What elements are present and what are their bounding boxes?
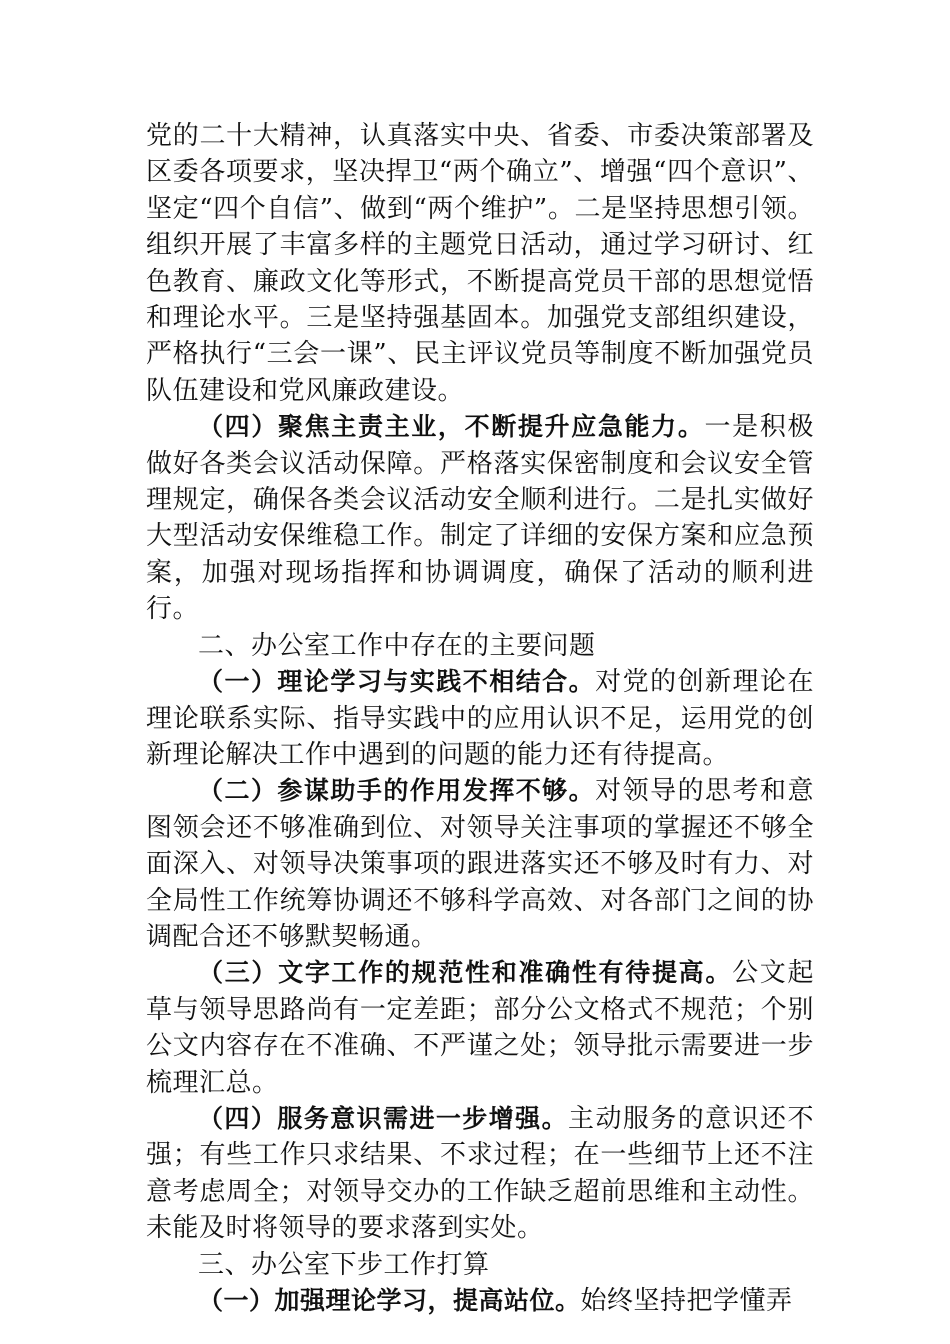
paragraph-4-heading: （二）参谋助手的作用发挥不够。: [198, 776, 596, 806]
paragraph-7: [146, 1283, 814, 1319]
paragraph-5-heading: （三）文字工作的规范性和准确性有待提高。: [198, 958, 733, 988]
paragraph-2-heading: （四）聚焦主责主业，不断提升应急能力。: [198, 412, 705, 442]
paragraph-3-heading: （一）理论学习与实践不相结合。: [198, 667, 596, 697]
paragraph-4-text: 对领导的思考和意图领会还不够准确到位、对领导关注事项的掌握还不够全面深入、对领导决策事项的跟进落实还不够及时有力、对全局性工作统筹协调还不够科学高效、对各部门之间的协调配合还不够默契畅通。: [146, 776, 814, 952]
paragraph-2: [146, 409, 814, 627]
paragraph-4: [146, 773, 814, 955]
paragraph-7-text: 始终坚持把学懂弄: [580, 1286, 793, 1316]
paragraph-6: [146, 1101, 814, 1247]
paragraph-7-heading: （一）加强理论学习，提高站位。: [198, 1286, 581, 1315]
paragraph-6-heading: （四）服务意识需进一步增强。: [198, 1103, 569, 1133]
paragraph-5: [146, 955, 814, 1101]
paragraph-2-text: 一是积极做好各类会议活动保障。严格落实保密制度和会议安全管理规定，确保各类会议活动安全顺利进行。二是扎实做好大型活动安保维稳工作。制定了详细的安保方案和应急预案，加强对现场指挥和协调调度，确保了活动的顺利进行。: [146, 412, 814, 625]
paragraph-5-text: 公文起草与领导思路尚有一定差距；部分公文格式不规范；个别公文内容存在不准确、不严谨之处；领导批示需要进一步梳理汇总。: [146, 958, 814, 1098]
paragraph-3-text: 对党的创新理论在理论联系实际、指导实践中的应用认识不足，运用党的创新理论解决工作中遇到的问题的能力还有待提高。: [146, 667, 814, 770]
paragraph-6-text: 主动服务的意识还不强；有些工作只求结果、不求过程；在一些细节上还不注意考虑周全；对领导交办的工作缺乏超前思维和主动性。未能及时将领导的要求落到实处。: [146, 1103, 814, 1244]
section-heading-3: 三、办公室下步工作打算: [198, 1249, 490, 1280]
section-heading-2: 二、办公室工作中存在的主要问题: [198, 630, 596, 661]
paragraph-3: [146, 664, 814, 773]
paragraph-1: 党的二十大精神，认真落实中央、省委、市委决策部署及区委各项要求，坚决捍卫“两个确立”、增强“四个意识”、坚定“四个自信”、做到“两个维护”。二是坚持思想引领。组织开展了丰富多样的主题党日活动，通过学习研讨、红色教育、廉政文化等形式，不断提高党员干部的思想觉悟和理论水平。三是坚持强基固本。加强党支部组织建设，严格执行“三会一课”、民主评议党员等制度不断加强党员队伍建设和党风廉政建设。: [146, 121, 814, 406]
document-body: [146, 118, 814, 1319]
